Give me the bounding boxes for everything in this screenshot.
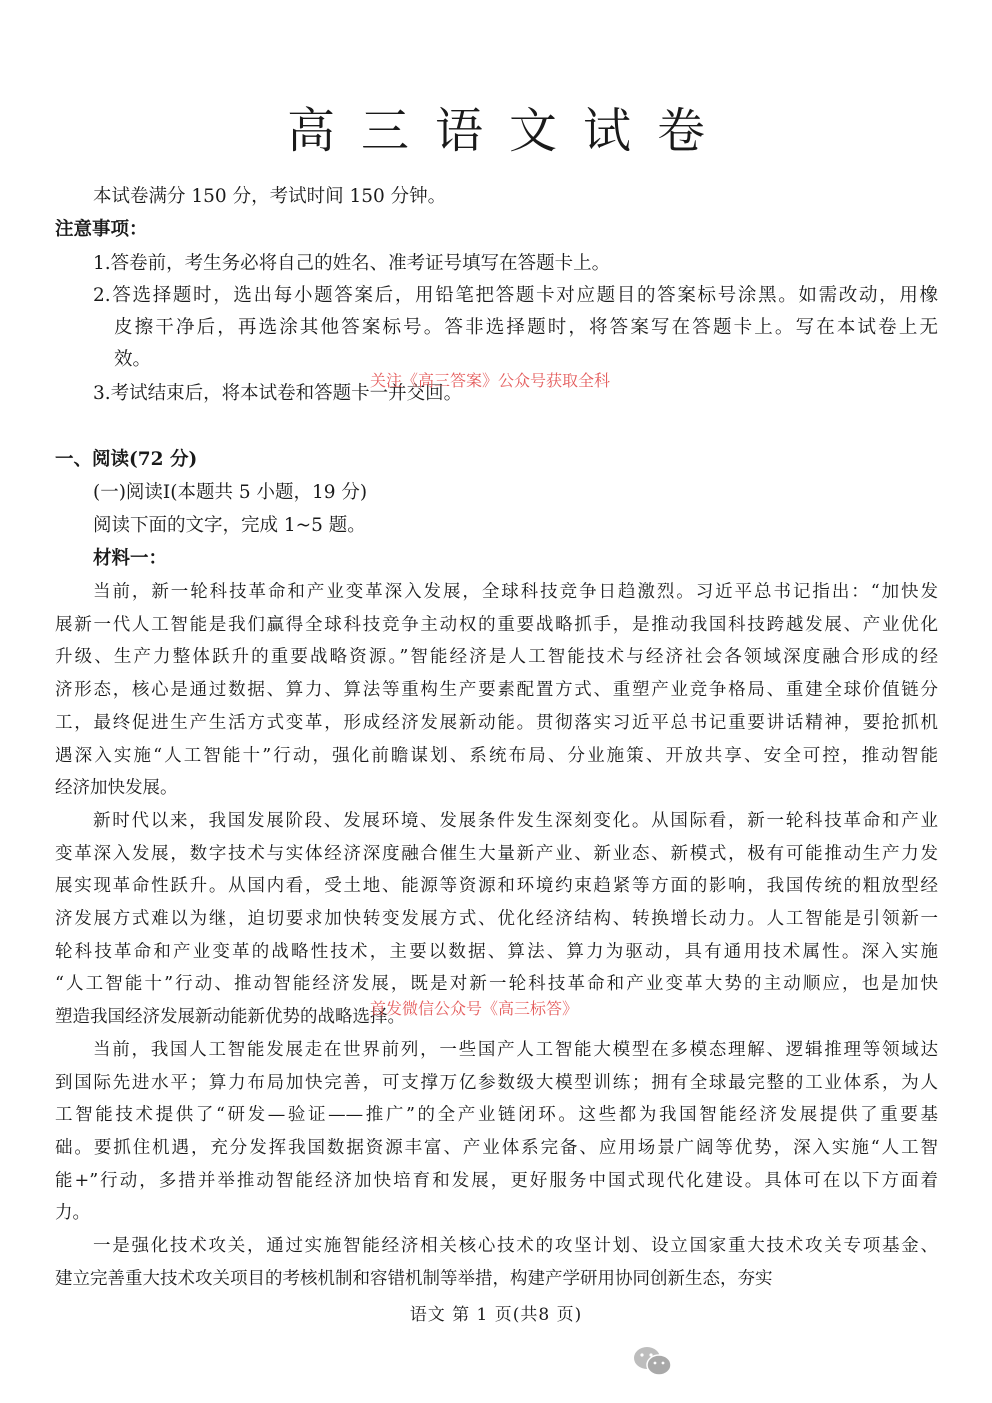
material-label: 材料一：	[93, 548, 168, 569]
instruction: 阅读下面的文字，完成 1~5 题。	[93, 515, 366, 536]
page-footer: 语文 第 1 页(共8 页)	[409, 1305, 583, 1325]
paragraph	[55, 1230, 938, 1295]
text-line: 遇深入实施“人工智能十”行动，强化前瞻谋划、系统布局、分业施策、开放共享、安全可控，推动智能	[55, 745, 938, 766]
text-line: 塑造我国经济发展新动能新优势的战略选择。	[55, 1007, 405, 1028]
notice-item: 2.答选择题时，选出每小题答案后，用铅笔把答题卡对应题目的答案标号涂黑。如需改动，用橡	[93, 285, 938, 306]
text-line: 新时代以来，我国发展阶段、发展环境、发展条件发生深刻变化。从国际看，新一轮科技革命和产业	[93, 810, 938, 831]
section-heading: 一、阅读(72 分)	[55, 449, 198, 470]
text-line: 工，最终促进生产生活方式变革，形成经济发展新动能。贯彻落实习近平总书记重要讲话精神，要抢抓机	[55, 712, 938, 733]
subsection-heading: (一)阅读Ⅰ(本题共 5 小题，19 分)	[93, 482, 368, 503]
text-line: 轮科技革命和产业变革的战略性技术，主要以数据、算法、算力为驱动，具有通用技术属性。深入实施	[55, 941, 938, 962]
notice-item-cont: 皮擦干净后，再选涂其他答案标号。答非选择题时，将答案写在答题卡上。写在本试卷上无	[114, 317, 938, 338]
text-line: 到国际先进水平；算力布局加快完善，可支撑万亿参数级大模型训练；拥有全球最完整的工业体系，为人	[55, 1072, 938, 1093]
watermark-text: 首发微信公众号《高三标答》	[370, 999, 579, 1018]
notice-item: 1.答卷前，考生务必将自己的姓名、准考证号填写在答题卡上。	[93, 253, 611, 274]
text-line: 展实现革命性跃升。从国内看，受土地、能源等资源和环境约束趋紧等方面的影响，我国传统的粗放型经	[55, 876, 938, 897]
text-line: 经济加快发展。	[55, 778, 178, 799]
text-line: 变革深入发展，数字技术与实体经济深度融合催生大量新产业、新业态、新模式，极有可能推动生产力发	[55, 843, 938, 864]
text-line: 能+”行动，多措并举推动智能经济加快培育和发展，更好服务中国式现代化建设。具体可在以下方面着	[55, 1170, 938, 1191]
text-line: 一是强化技术攻关，通过实施智能经济相关核心技术的攻坚计划、设立国家重大技术攻关专项基金、	[93, 1236, 938, 1257]
notice-heading: 注意事项：	[55, 219, 148, 240]
paragraph	[55, 1034, 938, 1230]
paragraph	[55, 576, 938, 805]
notice-item: 3.考试结束后，将本试卷和答题卡一并交回。	[93, 383, 463, 404]
watermark-text: 关注《高三答案》公众号获取全科	[370, 371, 611, 390]
text-line: “人工智能十”行动、推动智能经济发展，既是对新一轮科技革命和产业变革大势的主动顺应，也是加快	[55, 974, 938, 995]
text-line: 济发展方式难以为继，迫切要求加快转变发展方式、优化经济结构、转换增长动力。人工智能是引领新一	[55, 909, 938, 930]
page-title: 高三语文试卷	[286, 103, 731, 159]
text-line: 展新一代人工智能是我们赢得全球科技竞争主动权的重要战略抓手，是推动我国科技跨越发展、产业优化	[55, 614, 938, 635]
text-line: 建立完善重大技术攻关项目的考核机制和容错机制等举措，构建产学研用协同创新生态，夯实	[55, 1268, 773, 1289]
text-line: 当前，我国人工智能发展走在世界前列，一些国产人工智能大模型在多模态理解、逻辑推理等领域达	[93, 1039, 938, 1060]
exam-intro: 本试卷满分 150 分，考试时间 150 分钟。	[93, 186, 447, 207]
notice-item-cont: 效。	[114, 349, 152, 370]
text-line: 当前，新一轮科技革命和产业变革深入发展，全球科技竞争日趋激烈。习近平总书记指出：“加快发	[93, 582, 938, 602]
wechat-logo-icon	[632, 1345, 676, 1383]
text-line: 工智能技术提供了“研发—验证——推广”的全产业链闭环。这些都为我国智能经济发展提供了重要基	[55, 1105, 938, 1126]
text-line: 力。	[55, 1203, 90, 1224]
text-line: 础。要抓住机遇，充分发挥我国数据资源丰富、产业体系完备、应用场景广阔等优势，深入实施“人工智	[55, 1137, 938, 1158]
text-line: 升级、生产力整体跃升的重要战略资源。”智能经济是人工智能技术与经济社会各领域深度融合形成的经	[55, 647, 938, 668]
article-body	[55, 576, 938, 1295]
text-line: 济形态，核心是通过数据、算力、算法等重构生产要素配置方式、重塑产业竞争格局、重建全球价值链分	[55, 680, 938, 701]
